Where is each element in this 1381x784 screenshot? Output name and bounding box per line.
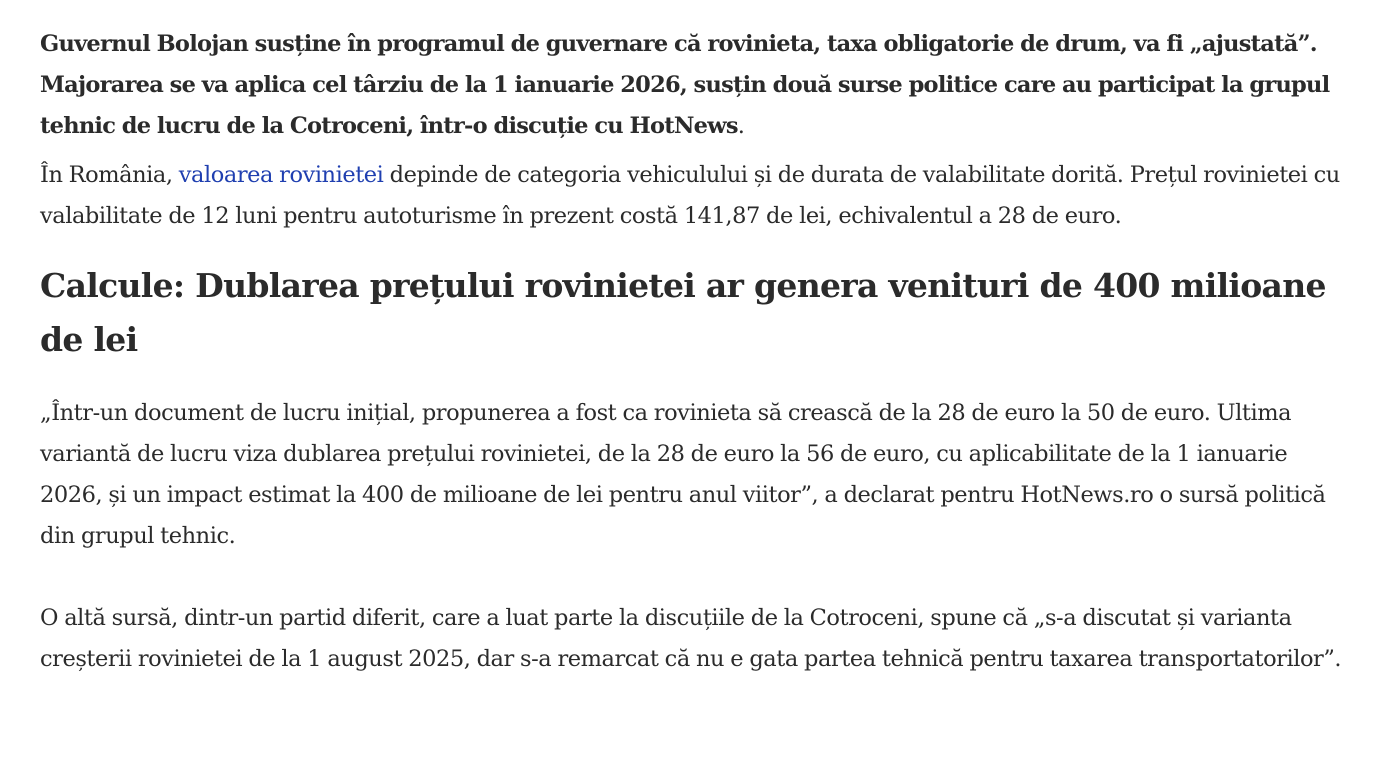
paragraph-quote-source-2: O altă sursă, dintr-un partid diferit, care a luat parte la discuțiile de la Cotroceni, spune că „s-a discutat și varianta creșterii rovinietei de la 1 august 2025, dar s-a remarcat că nu e gata partea tehnică pentru taxarea transportatorilor”. xyxy=(40,605,1342,672)
article-lead-text: Guvernul Bolojan susține în programul de guvernare că rovinieta, taxa obligatorie de drum, va fi „ajustată”. Majorarea se va aplica cel târziu de la 1 ianuarie 2026, susțin două surse politice care au participat la grupul tehnic de lucru de la Cotroceni, într-o discuție cu HotNews xyxy=(40,31,1330,139)
paragraph-suffix: depinde de categoria vehiculului și de durata de valabilitate dorită. Prețul rovinietei cu valabilitate de 12 luni pentru autoturisme în prezent costă 141,87 de lei, echivalentul a 28 de euro. xyxy=(40,162,1340,229)
paragraph-rovinieta-value xyxy=(40,155,1350,237)
paragraph-quote-source-1: „Într-un document de lucru inițial, propunerea a fost ca rovinieta să crească de la 28 de euro la 50 de euro. Ultima variantă de lucru viza dublarea prețului rovinietei, de la 28 de euro la 56 de euro, cu aplicabilitate de la 1 ianuarie 2026, și un impact estimat la 400 de milioane de lei pentru anul viitor”, a declarat pentru HotNews.ro o sursă politică din grupul tehnic. xyxy=(40,400,1326,549)
article-body xyxy=(40,24,1350,680)
valoarea-rovinietei-link[interactable]: valoarea rovinietei xyxy=(178,162,384,188)
article-lead-period: . xyxy=(737,113,745,139)
paragraph-prefix: În România, xyxy=(40,162,179,188)
section-heading: Calcule: Dublarea prețului rovinietei ar genera venituri de 400 milioane de lei xyxy=(40,266,1326,359)
article-lead xyxy=(40,24,1350,147)
